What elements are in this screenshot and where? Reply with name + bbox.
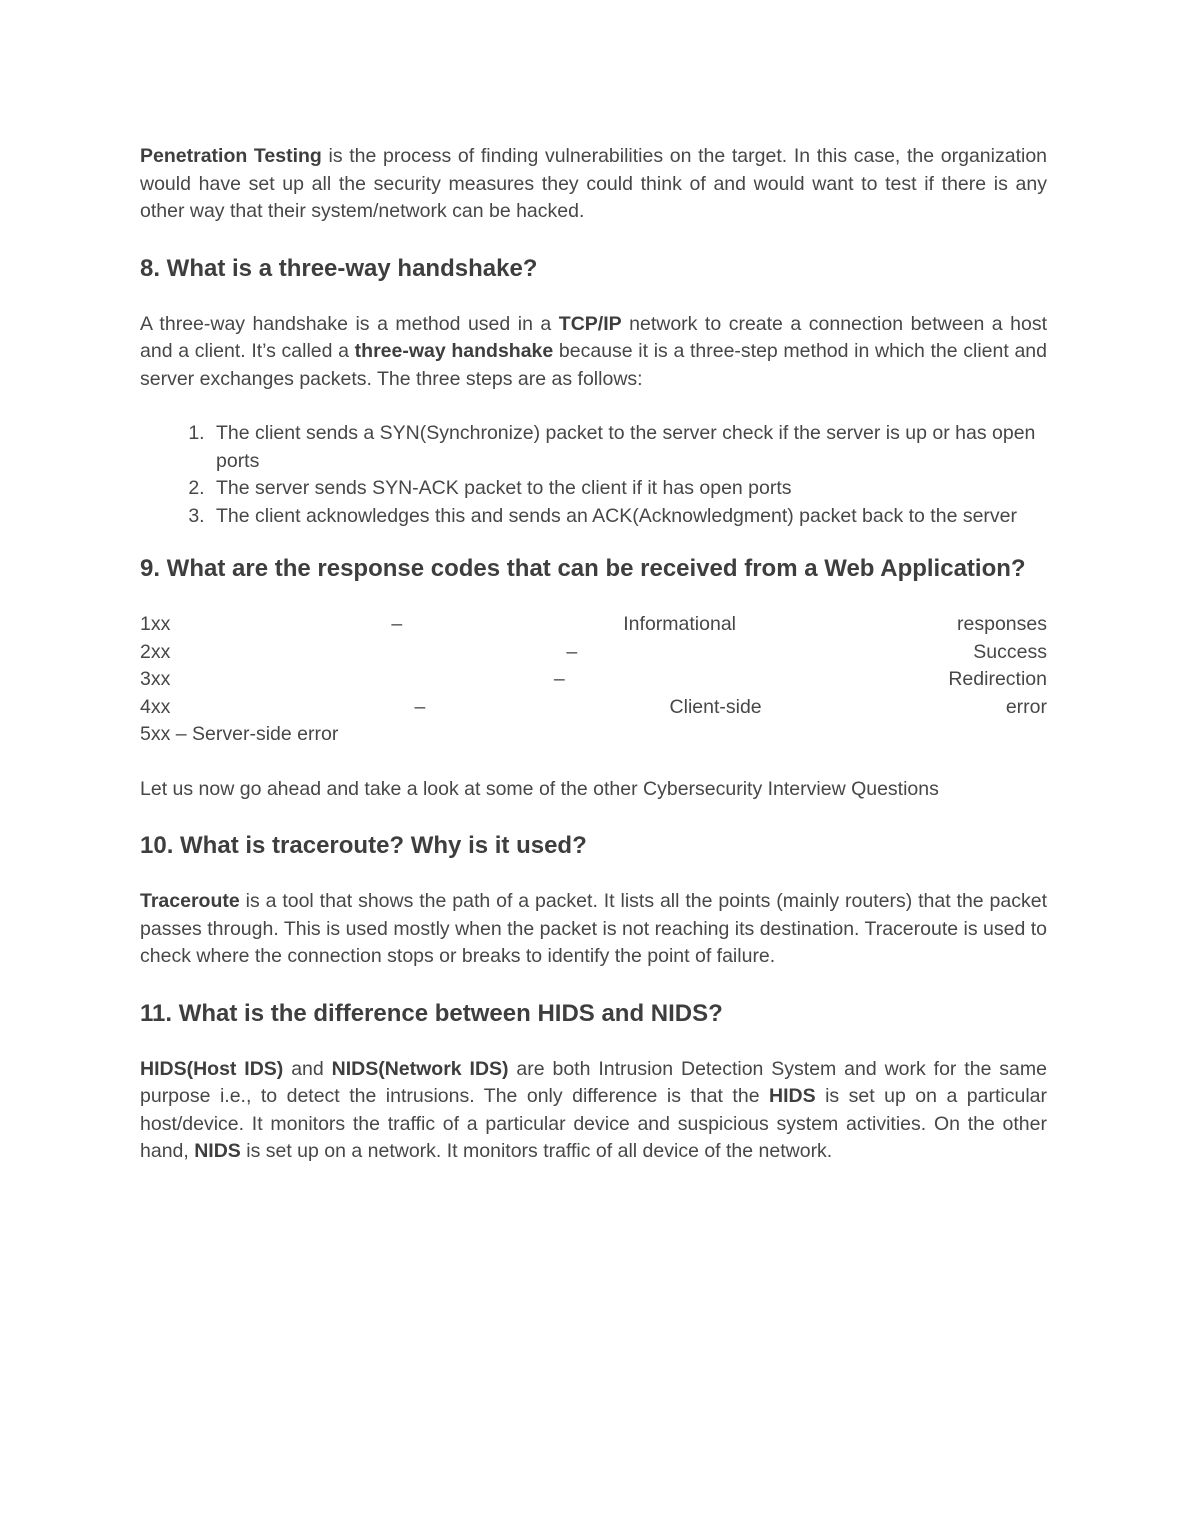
q8-heading: 8. What is a three-way handshake? bbox=[140, 254, 538, 282]
response-codes-block bbox=[140, 611, 1047, 749]
response-code-line: 5xx – Server-side error bbox=[140, 723, 339, 745]
q10-heading: 10. What is traceroute? Why is it used? bbox=[140, 832, 587, 859]
q11-heading: 11. What is the difference between HIDS and NIDS? bbox=[140, 999, 723, 1027]
q10-paragraph: Traceroute is a tool that shows the path of a packet. It lists all the points (mainly routers) that the packet passes through. This is used mostly when the packet is not reaching its destination. Traceroute is used to check where the connection stops or breaks to identify the point of failure. bbox=[140, 890, 1047, 967]
list-item: 2. The server sends SYN-ACK packet to the client if it has open ports bbox=[210, 475, 1047, 503]
list-item: 1. The client sends a SYN(Synchronize) packet to the server check if the server is up or has open ports bbox=[210, 420, 1047, 475]
response-code-line: 1xx – Informational responses bbox=[140, 613, 1047, 635]
response-code-line: 2xx – Success bbox=[140, 640, 1047, 663]
q8-steps-list bbox=[140, 420, 1047, 530]
q11-paragraph: HIDS(Host IDS) and NIDS(Network IDS) are both Intrusion Detection System and work for the same purpose i.e., to detect the intrusions. The only difference is that the HIDS is set up on a particular host/device. It monitors the traffic of a particular device and suspicious system activities. On the other hand, NIDS is set up on a network. It monitors traffic of all device of the network. bbox=[140, 1057, 1047, 1162]
response-code-line: 4xx – Client-side error bbox=[140, 695, 1047, 718]
interlude-paragraph: Let us now go ahead and take a look at some of the other Cybersecurity Interview Questions bbox=[140, 777, 939, 800]
q9-heading: 9. What are the response codes that can be received from a Web Application? bbox=[140, 555, 1026, 582]
intro-paragraph: Penetration Testing is the process of finding vulnerabilities on the target. In this case, the organization would have set up all the security measures they could think of and would want to test if there is any other way that their system/network can be hacked. bbox=[140, 145, 1048, 222]
q8-paragraph: A three-way handshake is a method used in a TCP/IP network to create a connection between a host and a client. It’s called a three-way handshake because it is a three-step method in which the client and server exchanges packets. The three steps are as follows: bbox=[140, 312, 1048, 390]
response-code-line: 3xx – Redirection bbox=[140, 668, 1047, 690]
list-item: 3. The client acknowledges this and sends an ACK(Acknowledgment) packet back to the server bbox=[210, 503, 1047, 531]
